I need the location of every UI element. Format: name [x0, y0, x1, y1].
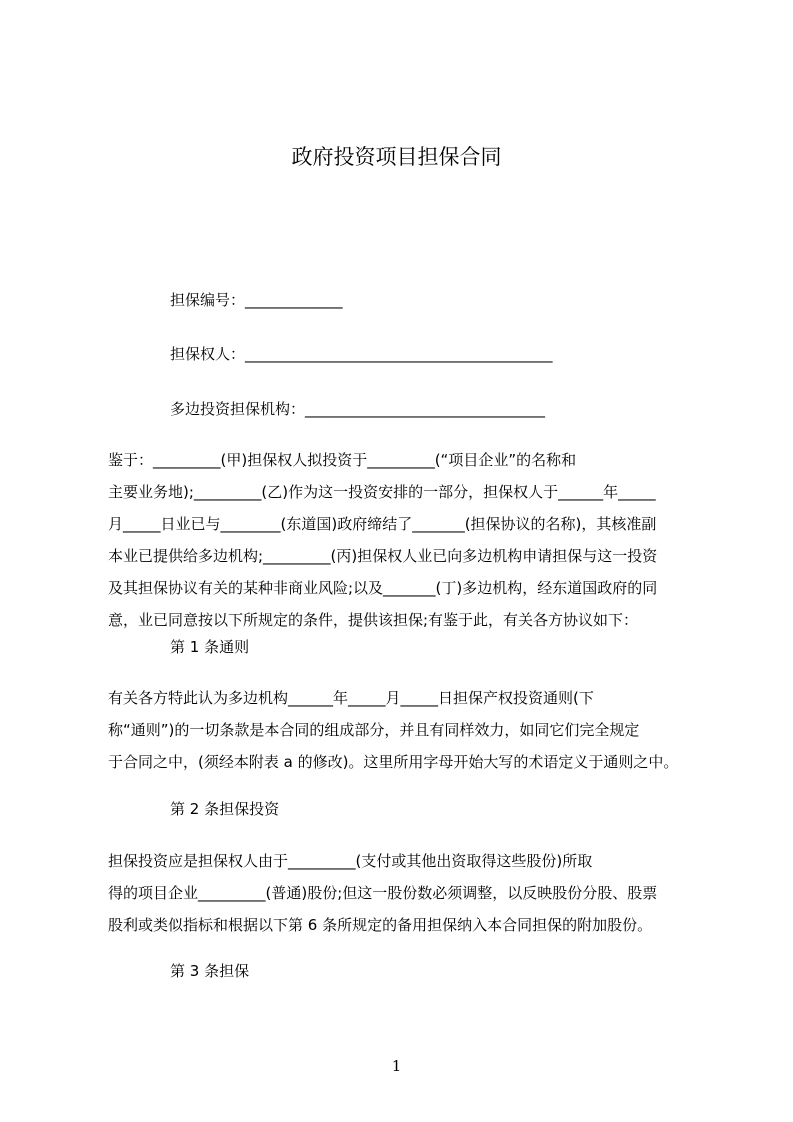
article-2-line: 得的项目企业_________(普通)股份;但这一股份数必须调整，以反映股份分股、股票: [108, 884, 658, 902]
preamble-line: 主要业务地);_________(乙)作为这一投资安排的一部分，担保权人于______年_____: [108, 483, 656, 501]
preamble-paragraph: [108, 444, 698, 636]
article-2-line: 担保投资应是担保权人由于_________(支付或其他出资取得这些股份)所取: [108, 852, 593, 870]
page-number: 1: [391, 1057, 402, 1075]
preamble-line: 及其担保协议有关的某种非商业风险;以及_______(丁)多边机构，经东道国政府的同: [108, 579, 658, 597]
document-title: 政府投资项目担保合同: [291, 145, 502, 169]
preamble-line: 意，业已同意按以下所规定的条件，提供该担保;有鉴于此，有关各方协议如下：: [108, 611, 639, 629]
article-1-heading: 第 1 条通则: [170, 638, 250, 656]
article-2-heading: 第 2 条担保投资: [170, 800, 280, 818]
article-1-line: 于合同之中，(须经本附表 a 的修改)。这里所用字母开始大写的术语定义于通则之中。: [108, 753, 679, 771]
article-1-paragraph: [108, 682, 698, 778]
guarantee-number-field: 担保编号：_____________: [170, 291, 343, 309]
preamble-line: 月_____日业已与________(东道国)政府缔结了_______(担保协议的名称)，其核准副: [108, 515, 657, 533]
guarantee-holder-field: 担保权人：_________________________________________: [170, 345, 553, 363]
article-1-line: 称“通则”)的一切条款是本合同的组成部分，并且有同样效力，如同它们完全规定: [108, 721, 640, 739]
article-1-line: 有关各方特此认为多边机构______年_____月_____日担保产权投资通则(下: [108, 689, 594, 707]
preamble-line: 鉴于：_________(甲)担保权人拟投资于_________(“项目企业”的名称和: [108, 451, 577, 469]
preamble-line: 本业已提供给多边机构;_________(丙)担保权人业已向多边机构申请担保与这一投资: [108, 547, 658, 565]
miga-field: 多边投资担保机构：________________________________: [170, 400, 546, 418]
article-2-line: 股利或类似指标和根据以下第 6 条所规定的备用担保纳入本合同担保的附加股份。: [108, 916, 653, 934]
article-3-heading: 第 3 条担保: [170, 962, 250, 980]
article-2-paragraph: [108, 845, 698, 941]
